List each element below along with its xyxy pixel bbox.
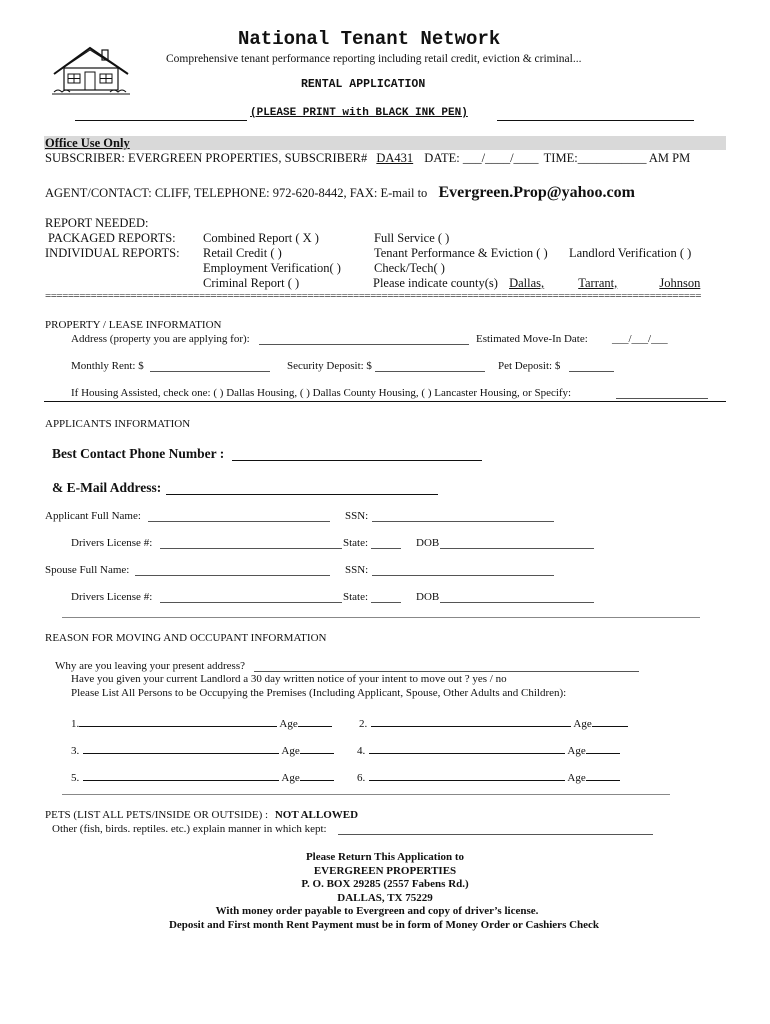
applicant-state-input[interactable]	[371, 537, 401, 549]
occupant-age-input[interactable]	[592, 714, 628, 727]
footer-line-1: Please Return This Application to	[305, 851, 465, 863]
age-label: Age	[279, 718, 298, 730]
combined-report-option[interactable]: Combined Report ( X )	[203, 231, 319, 245]
criminal-report-option[interactable]: Criminal Report ( )	[203, 276, 300, 290]
age-label: Age	[567, 772, 586, 784]
security-deposit-label: Security Deposit: $	[287, 360, 372, 372]
occupant-number: 4.	[357, 745, 366, 757]
section-rule	[62, 794, 670, 795]
footer-line-6: Deposit and First month Rent Payment must be in form of Money Order or Cashiers Check	[168, 918, 600, 931]
spouse-state-label: State:	[343, 591, 369, 603]
occupant-name-input[interactable]	[83, 741, 279, 754]
spouse-ssn-label: SSN:	[345, 564, 369, 576]
occupant-age-input[interactable]	[586, 741, 620, 754]
email-input[interactable]	[166, 480, 438, 495]
occupant-1	[71, 714, 332, 730]
footer-line-5: With money order payable to Evergreen and copy of driver’s license.	[215, 905, 539, 918]
housing-assisted[interactable]: If Housing Assisted, check one: ( ) Dallas Housing, ( ) Dallas County Housing, ( ) Lancaster Housing, or Specify:	[71, 387, 572, 399]
applicant-dob-input[interactable]	[440, 537, 594, 549]
occupant-number: 1.	[71, 718, 80, 730]
notice-question[interactable]: Have you given your current Landlord a 30 day written notice of your intent to move out ? yes / no	[71, 673, 507, 685]
move-in-input[interactable]: ___/___/___	[612, 333, 668, 345]
applicant-dl-label: Drivers License #:	[71, 537, 153, 549]
spouse-name-input[interactable]	[135, 564, 330, 576]
report-needed: REPORT NEEDED:	[45, 216, 149, 230]
office-use-band	[44, 136, 726, 150]
pets-label: PETS (LIST ALL PETS/INSIDE OR OUTSIDE) :	[45, 809, 269, 821]
monthly-rent-input[interactable]	[150, 360, 270, 372]
security-deposit-input[interactable]	[375, 360, 485, 372]
house-logo-icon	[50, 44, 132, 96]
spouse-ssn-input[interactable]	[372, 564, 554, 576]
return-instructions	[0, 851, 770, 933]
phone-input[interactable]	[232, 446, 482, 461]
applicant-name-input[interactable]	[148, 510, 330, 522]
occupant-number: 3.	[71, 745, 80, 757]
section-rule	[62, 617, 700, 618]
occupant-name-input[interactable]	[371, 714, 571, 727]
occupant-2	[359, 714, 628, 730]
county-dallas[interactable]: Dallas,	[509, 276, 545, 290]
occupant-name-input[interactable]	[369, 768, 565, 781]
date-label: DATE:	[424, 151, 460, 165]
full-service-option[interactable]: Full Service ( )	[374, 231, 450, 245]
contact-email[interactable]: Evergreen.Prop@yahoo.com	[438, 184, 635, 201]
subscriber-line	[45, 151, 690, 166]
occupant-5	[71, 768, 334, 784]
spouse-state-input[interactable]	[371, 591, 401, 603]
subscriber-label: SUBSCRIBER: EVERGREEN PROPERTIES, SUBSCRIBER#	[45, 151, 368, 165]
subtitle: Comprehensive tenant performance reporting including retail credit, eviction & criminal...	[166, 53, 582, 65]
applicant-ssn-label: SSN:	[345, 510, 369, 522]
age-label: Age	[573, 718, 592, 730]
county-johnson[interactable]: Johnson	[659, 276, 701, 290]
address-label: Address (property you are applying for):	[71, 333, 250, 345]
applicant-ssn-input[interactable]	[372, 510, 554, 522]
spouse-dob-label: DOB	[416, 591, 440, 603]
applicant-name-label: Applicant Full Name:	[45, 510, 141, 522]
other-pets-label: Other (fish, birds. reptiles. etc.) explain manner in which kept:	[52, 823, 327, 835]
print-note-line-left	[75, 108, 247, 121]
monthly-rent-label: Monthly Rent: $	[71, 360, 144, 372]
applicant-state-label: State:	[343, 537, 369, 549]
applicant-dl-input[interactable]	[160, 537, 342, 549]
property-heading: PROPERTY / LEASE INFORMATION	[45, 319, 222, 331]
occupant-age-input[interactable]	[586, 768, 620, 781]
individual-reports: INDIVIDUAL REPORTS:	[45, 246, 180, 260]
pet-deposit-label: Pet Deposit: $	[498, 360, 561, 372]
form-title: RENTAL APPLICATION	[301, 78, 426, 91]
retail-credit-option[interactable]: Retail Credit ( )	[203, 246, 282, 260]
why-leaving-label: Why are you leaving your present address?	[55, 660, 245, 672]
occupant-3	[71, 741, 334, 757]
agent-contact: AGENT/CONTACT: CLIFF, TELEPHONE: 972-620-8442, FAX: E-mail to	[45, 186, 428, 200]
footer-line-2: EVERGREEN PROPERTIES	[313, 864, 457, 877]
landlord-verification-option[interactable]: Landlord Verification ( )	[569, 246, 692, 260]
spouse-dl-input[interactable]	[160, 591, 342, 603]
pets-line	[45, 809, 358, 821]
date-field[interactable]: ___/____/____	[462, 151, 539, 165]
reason-heading: REASON FOR MOVING AND OCCUPANT INFORMATION	[45, 632, 327, 644]
occupant-age-input[interactable]	[298, 714, 332, 727]
age-label: Age	[281, 772, 300, 784]
applicants-heading: APPLICANTS INFORMATION	[45, 418, 191, 430]
spouse-name-label: Spouse Full Name:	[45, 564, 130, 576]
check-tech-option[interactable]: Check/Tech( )	[374, 261, 445, 275]
occupant-number: 5.	[71, 772, 80, 784]
why-leaving-input[interactable]	[254, 660, 639, 672]
applicant-dob-label: DOB	[416, 537, 440, 549]
tenant-performance-option[interactable]: Tenant Performance & Eviction ( )	[374, 246, 548, 260]
packaged-reports: PACKAGED REPORTS:	[48, 231, 176, 245]
county-line	[373, 276, 700, 291]
pets-not-allowed: NOT ALLOWED	[274, 809, 359, 821]
spouse-dob-input[interactable]	[440, 591, 594, 603]
occupant-6	[357, 768, 620, 784]
time-label[interactable]: TIME:___________ AM PM	[543, 151, 691, 165]
list-persons-label: Please List All Persons to be Occupying the Premises (Including Applicant, Spouse, Other Adults and Children):	[71, 687, 567, 699]
footer-line-4: DALLAS, TX 75229	[337, 891, 433, 904]
occupant-number: 6.	[357, 772, 366, 784]
phone-label: Best Contact Phone Number :	[52, 446, 225, 461]
occupant-name-input[interactable]	[83, 768, 279, 781]
move-in-label: Estimated Move-In Date:	[476, 333, 588, 345]
subscriber-number[interactable]: DA431	[376, 151, 414, 165]
office-use-heading: Office Use Only	[45, 136, 130, 150]
email-label: & E-Mail Address:	[52, 480, 162, 495]
page-title: National Tenant Network	[238, 28, 501, 50]
county-tarrant[interactable]: Tarrant,	[578, 276, 618, 290]
age-label: Age	[281, 745, 300, 757]
occupant-number: 2.	[359, 718, 368, 730]
footer-line-3: P. O. BOX 29285 (2557 Fabens Rd.)	[301, 878, 469, 891]
agent-line	[45, 184, 635, 202]
occupant-name-input[interactable]	[369, 741, 565, 754]
occupant-age-input[interactable]	[300, 768, 334, 781]
occupant-age-input[interactable]	[300, 741, 334, 754]
print-note: (PLEASE PRINT with BLACK INK PEN)	[250, 107, 468, 119]
section-divider: ===================================================================================================================	[45, 290, 701, 302]
print-note-line-right	[497, 108, 694, 121]
section-rule	[44, 401, 726, 402]
age-label: Age	[567, 745, 586, 757]
housing-specify-input[interactable]	[616, 387, 708, 399]
occupant-4	[357, 741, 620, 757]
pet-deposit-input[interactable]	[569, 360, 614, 372]
county-label: Please indicate county(s)	[373, 276, 498, 290]
other-pets-input[interactable]	[338, 823, 653, 835]
address-input[interactable]	[259, 333, 469, 345]
employment-verification-option[interactable]: Employment Verification( )	[203, 261, 341, 275]
occupant-name-input[interactable]	[79, 714, 277, 727]
spouse-dl-label: Drivers License #:	[71, 591, 153, 603]
